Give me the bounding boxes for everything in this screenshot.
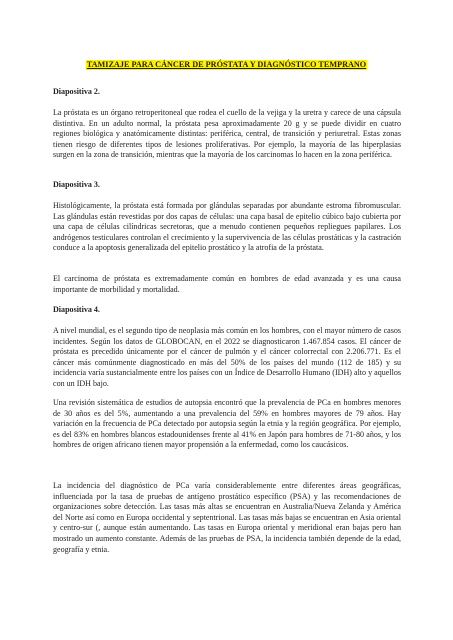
title-container bbox=[0, 60, 453, 71]
paragraph-carcinoma-common: El carcinoma de próstata es extremadamente común en hombres de edad avanzada y es una causa importante de morbilidad y mortalidad. bbox=[53, 274, 401, 294]
paragraph-global-incidence: A nivel mundial, es el segundo tipo de neoplasia más común en los hombres, con el mayor número de casos incidentes. Según los datos de GLOBOCAN, en el 2022 se diagnosticaron 1.467.854 casos. El cáncer de próstata es precedido únicamente por el cáncer de pulmón y el cáncer colorrectal con 2.206.771. Es el cáncer más comúnmente diagnosticado en más del 50% de los países del mundo (112 de 185) y su incidencia varía sustancialmente entre los países con un Índice de Desarrollo Humano (IDH) alto y aquellos con un IDH bajo. bbox=[53, 326, 401, 388]
paragraph-geographic-incidence: La incidencia del diagnóstico de PCa varía considerablemente entre diferentes áreas geográficas, influenciada por la tasa de pruebas de antígeno prostático específico (PSA) y las recomendaciones de organizaciones sobre detección. Las tasas más altas se encuentran en Australia/Nueva Zelanda y América del Norte así como en Europa occidental y septentrional. Las tasas más bajas se encuentran en Asia oriental y centro-sur (, aunque están aumentando. Las tasas en Europa oriental y meridional eran bajas pero han mostrado un aumento constante. Además de las pruebas de PSA, la incidencia también depende de la edad, geografía y etnia. bbox=[53, 481, 401, 554]
document-title: TAMIZAJE PARA CÁNCER DE PRÓSTATA Y DIAGNÓSTICO TEMPRANO bbox=[86, 60, 367, 69]
paragraph-autopsy-prevalence: Una revisión sistemática de estudios de autopsia encontró que la prevalencia de PCa en hombres menores de 30 años es del 5%, aumentando a una prevalencia del 59% en hombres mayores de 79 años. Hay variación en la frecuencia de PCa detectado por autopsia según la etnia y la región geográfica. Por ejemplo, es del 83% en hombres blancos estadounidenses frente al 41% en Japón para hombres de 71-80 años, y los hombres de origen africano tienen mayor propensión a la enfermedad, como los caucásicos. bbox=[53, 398, 401, 450]
paragraph-prostate-anatomy: La próstata es un órgano retroperitoneal que rodea el cuello de la vejiga y la uretra y carece de una cápsula distintiva. En un adulto normal, la próstata pesa aproximadamente 20 g y se puede dividir en cuatro regiones biológica y anatómicamente distintas: periférica, central, de transición y periuretral. Estas zonas tienen riesgo de diferentes tipos de lesiones proliferativas. Por ejemplo, la mayoría de las hiperplasias surgen en la zona de transición, mientras que la mayoría de los carcinomas lo hacen en la zona periférica. bbox=[53, 108, 401, 160]
paragraph-prostate-histology: Histológicamente, la próstata está formada por glándulas separadas por abundante estroma fibromuscular. Las glándulas están revestidas por dos capas de células: una capa basal de epitelio cúbico bajo cubierta por una capa de células cilíndricas secretoras, que a menudo contienen pequeños repliegues papilares. Los andrógenos testiculares controlan el crecimiento y la supervivencia de las células prostáticas y la castración conduce a la apoptosis generalizada del epitelio prostático y la atrofia de la próstata. bbox=[53, 201, 401, 253]
section-heading-diapositiva-2: Diapositiva 2. bbox=[53, 87, 100, 96]
section-heading-diapositiva-3: Diapositiva 3. bbox=[53, 180, 100, 189]
section-heading-diapositiva-4: Diapositiva 4. bbox=[53, 305, 100, 314]
